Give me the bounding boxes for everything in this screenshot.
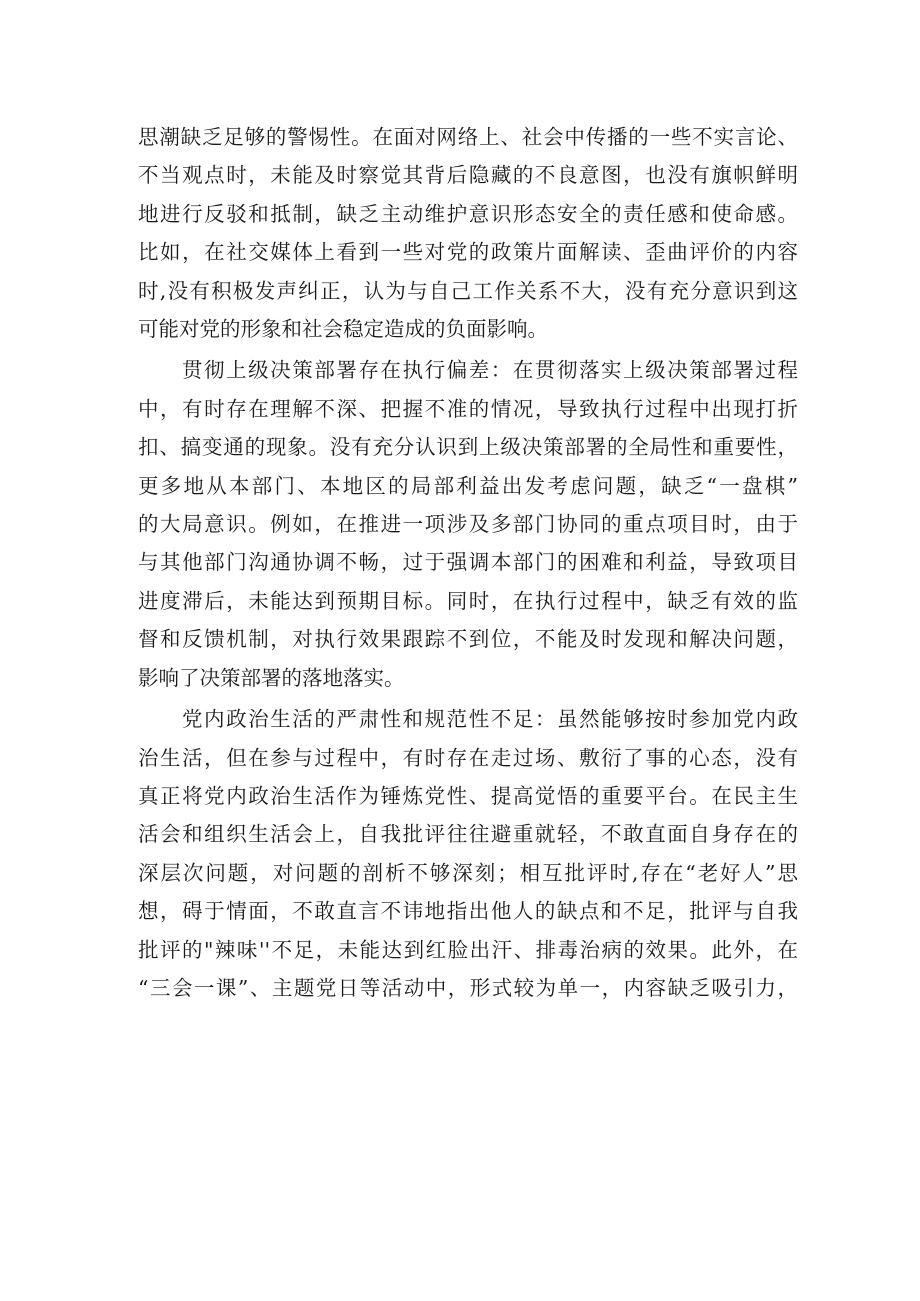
text-line: 可能对党的形象和社会稳定造成的负面影响。 (138, 317, 548, 342)
text-line: 批评的"辣味''不足，未能达到红脸出汗、排毒治病的效果。此外，在 (138, 937, 798, 962)
text-line: 更多地从本部门、本地区的局部利益出发考虑问题，缺乏“一盘棋” (138, 473, 798, 498)
text-line: 想，碍于情面，不敢直言不讳地指出他人的缺点和不足，批评与自我 (138, 899, 798, 924)
paragraph-ideology-vigilance (138, 118, 798, 348)
text-line: 不当观点时，未能及时察觉其背后隐藏的不良意图，也没有旗帜鲜明 (138, 163, 798, 188)
text-line: 地进行反驳和抵制，缺乏主动维护意识形态安全的责任感和使命感。 (138, 201, 798, 226)
text-line: 与其他部门沟通协调不畅，过于强调本部门的困难和利益，导致项目 (138, 550, 798, 575)
text-line: 督和反馈机制，对执行效果跟踪不到位，不能及时发现和解决问题， (138, 627, 798, 652)
paragraph-execution-deviation (138, 351, 798, 697)
text-line: 党内政治生活的严肃性和规范性不足：虽然能够按时参加党内政 (182, 707, 798, 732)
text-line: 比如，在社交媒体上看到一些对党的政策片面解读、歪曲评价的内容 (138, 240, 798, 265)
text-line: 贯彻上级决策部署存在执行偏差：在贯彻落实上级决策部署过程 (182, 358, 798, 383)
text-line: 思潮缺乏足够的警惕性。在面对网络上、社会中传播的一些不实言论、 (138, 125, 798, 149)
text-line: “三会一课”、主题党日等活动中，形式较为单一，内容缺乏吸引力， (138, 975, 798, 1000)
text-line: 影响了决策部署的落地落实。 (138, 665, 405, 690)
text-line: 中，有时存在理解不深、把握不准的情况，导致执行过程中出现打折 (138, 396, 798, 421)
text-line: 活会和组织生活会上，自我批评往往避重就轻，不敢直面自身存在的 (138, 822, 798, 847)
body-text (138, 118, 798, 1007)
paragraph-political-life (138, 700, 798, 1007)
text-line: 进度滞后，未能达到预期目标。同时，在执行过程中，缺乏有效的监 (138, 588, 798, 613)
text-line: 扣、搞变通的现象。没有充分认识到上级决策部署的全局性和重要性， (138, 435, 798, 460)
text-line: 时,没有积极发声纠正，认为与自己工作关系不大，没有充分意识到这 (138, 278, 798, 303)
text-line: 真正将党内政治生活作为锤炼党性、提高觉悟的重要平台。在民主生 (138, 783, 798, 808)
text-line: 治生活，但在参与过程中，有时存在走过场、敷衍了事的心态，没有 (138, 745, 798, 770)
text-line: 的大局意识。例如，在推进一项涉及多部门协同的重点项目时，由于 (138, 512, 798, 537)
text-line: 深层次问题，对问题的剖析不够深刻；相互批评时,存在“老好人”思 (138, 860, 798, 885)
